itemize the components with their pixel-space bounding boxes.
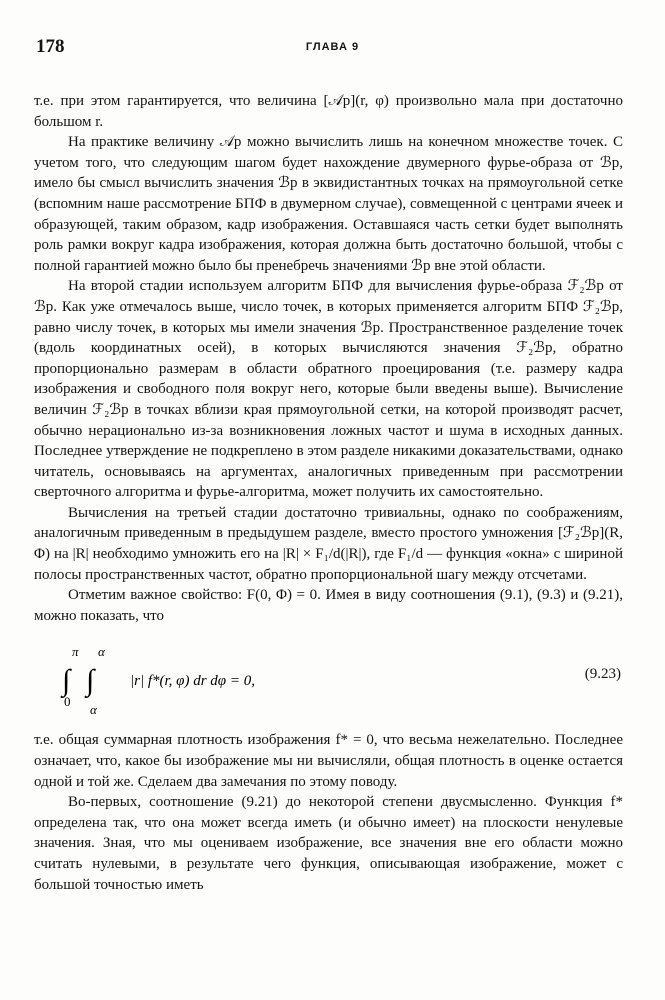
paragraph-2: На практике величину 𝒜p можно вычислить лишь на конечном множестве точек. С учетом того, что следующим шагом будет нахождение двумерного фурье-образа от ℬp, имело бы смысл вычислить значения ℬp в эквидистантных точках на прямоугольной сетке (вспомним наше рассмотрение БПФ в двумерном случае), совмещенной с центрами ячеек и образующей, таким образом, кадр изображения. Оставшаяся часть сетки будет выполнять роль рамки вокруг кадра изображения, которая должна быть достаточно большой, чтобы с полной гарантией можно было бы пренебречь значениями ℬp вне этой области. [34, 134, 623, 274]
inner-lower-limit: α [90, 702, 97, 718]
page-number: 178 [36, 36, 65, 57]
chapter-running-head: ГЛАВА 9 [305, 41, 360, 53]
outer-upper-limit: π [72, 644, 79, 660]
outer-integral-sign: ∫ [62, 664, 71, 698]
inner-upper-limit: α [98, 644, 105, 660]
paragraph-3: На второй стадии используем алгоритм БПФ для вычисления фурье-образа ℱ₂ℬp от ℬp. Как уже отмечалось выше, число точек, в которых применяется алгоритм БПФ ℱ₂ℬp, равно числу точек, в которых мы имели значения ℬp. Пространственное разделение точек (вдоль координатных осей), в которых вычисляются значения ℱ₂ℬp, обратно пропорционально размерам в области обратного проецирования (т.е. размеру кадра изображения и свободного поля вокруг него, которые были введены выше). Вычисление величин ℱ₂ℬp в точках вблизи края прямоугольной сетки, на которой производят расчет, обычно нерационально из-за возникновения ложных частот и шума в исходных данных. Последнее утверждение не подкреплено в этом разделе никакими доказательствами, однако читатель, основываясь на аргументах, аналогичных приведенным при рассмотрении сверточного алгоритма и фурье-алгоритма, может получить их самостоятельно. [34, 278, 623, 501]
double-integral-formula [34, 626, 623, 730]
paragraph-1: т.е. при этом гарантируется, что величина [𝒜p](r, φ) произвольно мала при достаточно большом r. [34, 93, 623, 130]
equation-number: (9.23) [584, 666, 621, 683]
equation-9-23 [34, 626, 623, 730]
paragraph-7: Во-первых, соотношение (9.21) до некоторой степени двусмысленно. Функция f* определена так, что она может всегда иметь (и обычно имеет) на плоскости ненулевые значения. Зная, что мы оцениваем изображение, все значения вне его области можно считать нулевыми, в результате чего функция, описывающая изображение, может с большой точностью иметь [34, 794, 623, 893]
paragraph-4: Вычисления на третьей стадии достаточно тривиальны, однако по соображениям, аналогичным приведенным в предыдушем разделе, вместо простого умножения [ℱ₂ℬp](R, Φ) на |R| необходимо умножить его на |R| × F₁/d(|R|), где F₁/d — функция «окна» с шириной полосы пространственных частот, обратно пропорциональной шагу между отсчетами. [34, 504, 623, 583]
paragraph-6: т.е. общая суммарная плотность изображения f* = 0, что весьма нежелательно. Последнее означает, что, какое бы изображение мы ни вычисляли, общая плотность в оценке остается одной и той же. Сделаем два замечания по этому поводу. [34, 732, 623, 790]
integrand: |r| f*(r, φ) dr dφ = 0, [130, 673, 255, 690]
paragraph-5: Отметим важное свойство: F(0, Φ) = 0. Имея в виду соотношения (9.1), (9.3) и (9.21), можно показать, что [34, 587, 623, 624]
inner-integral-sign: ∫ [86, 664, 95, 698]
outer-lower-limit: 0 [64, 694, 71, 710]
body-text [34, 91, 623, 895]
